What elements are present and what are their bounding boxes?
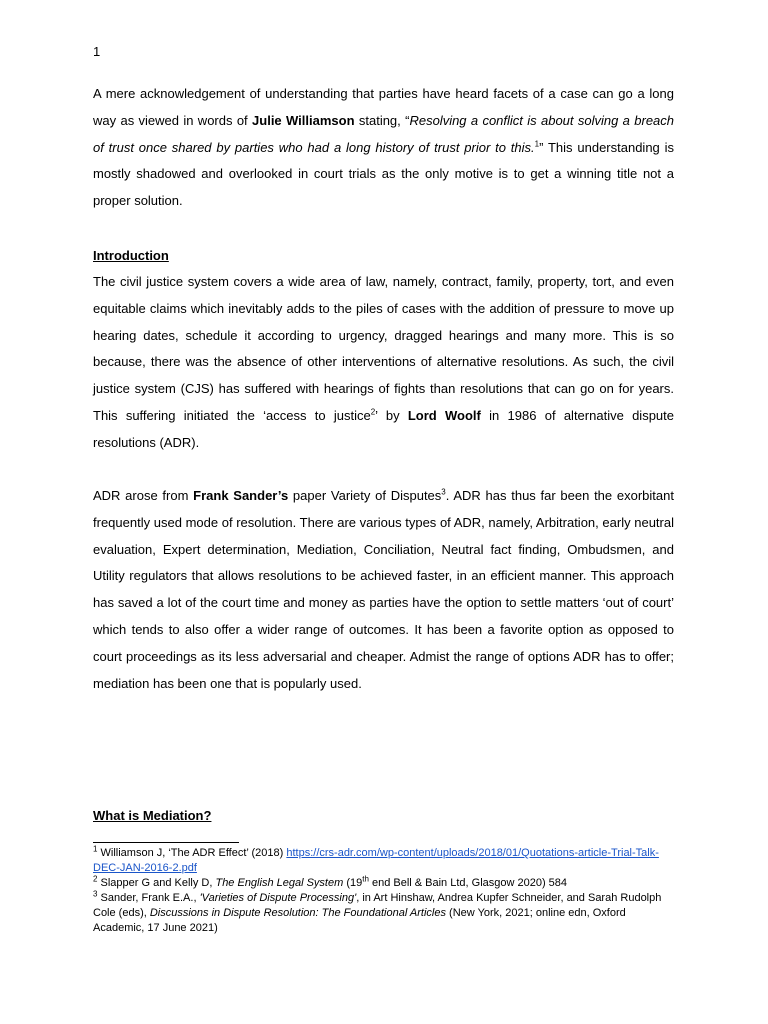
- paragraph-opening: [93, 81, 674, 215]
- book-title: The English Legal System: [215, 877, 344, 889]
- footnote-ref-1[interactable]: 1: [534, 139, 540, 149]
- footnote-text: Slapper G and Kelly D,: [97, 877, 216, 889]
- text: paper Variety of Disputes: [288, 488, 442, 503]
- quotation: Resolving a conflict is about solving a breach of trust once shared by parties who had a long history of trust prior to this.: [93, 112, 675, 155]
- text: in 1986 of alternative dispute resolutions (ADR).: [93, 407, 674, 450]
- article-title: 'Varieties of Dispute Processing': [199, 892, 357, 904]
- footnote-link[interactable]: https://crs-adr.com/wp-content/uploads/2018/01/Quotations-article-Trial-Talk-DEC-JAN-2016-2.pdf: [93, 847, 659, 874]
- text: ’ by: [375, 407, 408, 423]
- footnote-text: end Bell & Bain Ltd, Glasgow 2020) 584: [368, 877, 568, 889]
- section-heading-introduction: Introduction: [93, 248, 169, 263]
- footnote-text: , in Art Hinshaw, Andrea Kupfer Schneider, and Sarah Rudolph Cole (eds),: [93, 892, 662, 919]
- book-title: Discussions in Dispute Resolution: The Foundational Articles: [149, 907, 446, 919]
- footnote-text: Sander, Frank E.A.,: [97, 892, 200, 904]
- text: ADR arose from: [93, 488, 194, 503]
- footnote-text: Williamson J, ‘The ADR Effect’ (2018): [97, 847, 287, 859]
- footnote-text: (19: [343, 877, 363, 889]
- paragraph-adr: [93, 483, 674, 697]
- footnote-1: [93, 846, 674, 876]
- footnote-number: 2: [93, 874, 98, 884]
- footnotes: [93, 846, 674, 936]
- footnote-text: (New York, 2021; online edn, Oxford Academic, 17 June 2021): [93, 907, 626, 934]
- person-name: Frank Sander’s: [193, 488, 289, 503]
- page-number: 1: [93, 44, 101, 59]
- text: A mere acknowledgement of understanding that parties have heard facets of a case can go a long way as viewed in words of: [93, 86, 674, 128]
- footnote-3: [93, 891, 674, 936]
- ordinal-suffix: th: [362, 874, 369, 884]
- footnote-2: [93, 876, 674, 891]
- text: stating, “: [354, 112, 410, 128]
- section-heading-mediation: What is Mediation?: [93, 808, 212, 823]
- footnote-separator: [93, 842, 239, 843]
- paragraph-introduction: [93, 269, 674, 457]
- text: . ADR has thus far been the exorbitant frequently used mode of resolution. There are various types of ADR, namely, Arbitration, early neutral evaluation, Expert determination, Mediation, Conciliation, Neutral fact finding, Ombudsmen, and Utility regulators that allows resolutions to be achieved faster, in an efficient manner. This approach has saved a lot of the court time and money as parties have the option to settle matters ‘out of court’ which tends to also offer a wider range of outcomes. It has been a favorite option as opposed to court proceedings as its less adversarial and cheaper. Admist the range of options ADR has to offer; mediation has been one that is popularly used.: [93, 488, 674, 691]
- footnote-number: 3: [93, 889, 98, 899]
- person-name: Lord Woolf: [407, 407, 481, 423]
- footnote-ref-2[interactable]: 2: [370, 407, 376, 417]
- text: The civil justice system covers a wide area of law, namely, contract, family, property, tort, and even equitable claims which inevitably adds to the piles of cases with the addition of pressure to move up hearing dates, schedule it according to urgency, dragged hearings and many more. This is so because, there was the absence of other interventions of alternative resolutions. As such, the civil justice system (CJS) has suffered with hearings of fights than resolutions that can go on for years. This suffering initiated the ‘access to justice: [93, 274, 674, 423]
- text: ” This understanding is mostly shadowed and overlooked in court trials as the only motive is to get a winning title not a proper solution.: [93, 139, 674, 209]
- footnote-number: 1: [93, 844, 98, 854]
- author-name: Julie Williamson: [252, 112, 355, 128]
- footnote-ref-3[interactable]: 3: [441, 487, 446, 497]
